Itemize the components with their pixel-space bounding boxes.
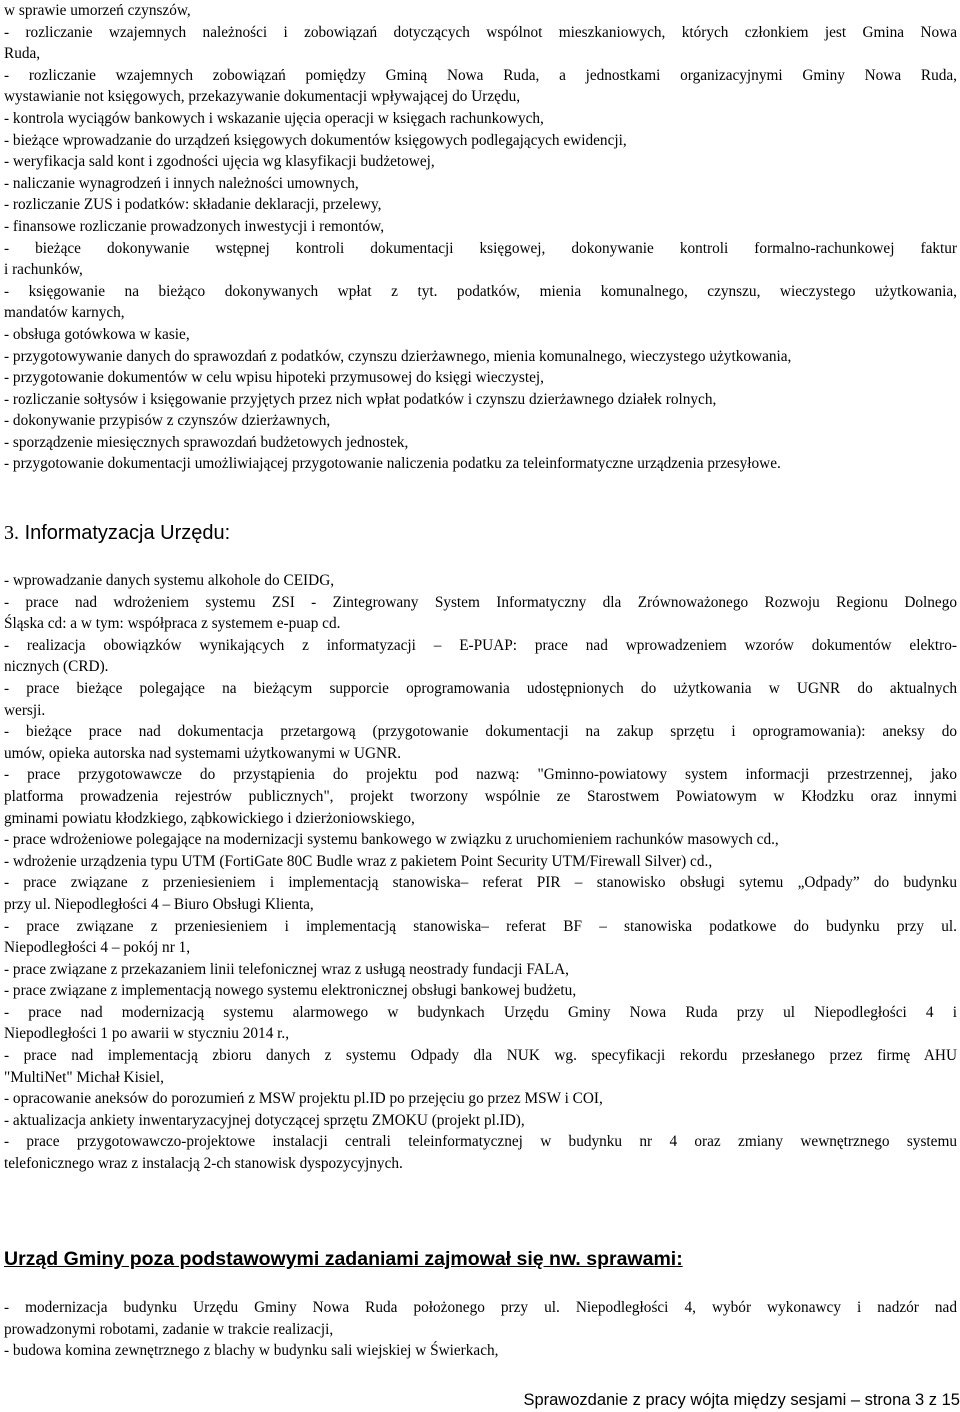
text-line: - przygotowanie dokumentacji umożliwiającej przygotowanie naliczenia podatku za teleinformatyczne urządzenia przesyłowe.: [4, 455, 781, 473]
text-line: - prace przygotowawczo-projektowe instalacji centrali teleinformatycznej w budynku nr 4 oraz zmiany wewnętrznego systemu: [4, 1133, 957, 1151]
text-line: - prace nad wdrożeniem systemu ZSI - Zintegrowany System Informatyczny dla Zrównoważonego Rozwoju Regionu Dolnego: [4, 593, 957, 611]
text-line: - bieżące prace nad dokumentacja przetargową (przygotowanie dokumentacji na zakup sprzętu i oprogramowania): aneksy do: [4, 723, 957, 741]
page-footer: Sprawozdanie z pracy wójta między sesjami – strona 3 z 15: [523, 1391, 960, 1409]
task-list-section-3: [4, 1297, 957, 1362]
text-line: umów, opieka autorska nad systemami użytkowanymi w UGNR.: [4, 744, 402, 762]
text-line: - prace związane z przeniesieniem i implementacją stanowiska– referat BF – stanowiska podatkowe do budynku przy ul.: [4, 917, 957, 935]
text-line: - bieżące dokonywanie wstępnej kontroli dokumentacji księgowej, dokonywanie kontroli formalno-rachunkowej faktur: [4, 239, 957, 257]
text-line: - wdrożenie urządzenia typu UTM (FortiGate 80C Budle wraz z pakietem Point Security UTM/Firewall Silver) cd.,: [4, 852, 713, 870]
text-line: - budowa komina zewnętrznego z blachy w budynku sali wiejskiej w Świerkach,: [4, 1342, 499, 1360]
text-line: platforma prowadzenia rejestrów publicznych", projekt tworzony wspólnie ze Starostwem Powiatowym w Kłodzku oraz innymi: [4, 787, 957, 805]
text-line: - prace związane z implementacją nowego systemu elektronicznej obsługi bankowej budżetu,: [4, 982, 577, 1000]
text-line: Ruda,: [4, 45, 41, 63]
text-line: - naliczanie wynagrodzeń i innych należności umownych,: [4, 174, 359, 192]
text-line: nicznych (CRD).: [4, 658, 109, 676]
text-line: - modernizacja budynku Urzędu Gminy Nowa Ruda położonego przy ul. Niepodległości 4, wybór wykonawcy i nadzór nad: [4, 1299, 957, 1316]
section-title: Informatyzacja Urzędu:: [24, 522, 231, 544]
text-line: - przygotowanie dokumentów w celu wpisu hipoteki przymusowej do księgi wieczystej,: [4, 369, 544, 387]
section-heading-informatyzacja: [4, 520, 230, 546]
text-line: - realizacja obowiązków wynikających z informatyzacji – E-PUAP: prace nad wprowadzeniem wzorów dokumentów elektro-: [4, 636, 957, 654]
text-line: - rozliczanie wzajemnych zobowiązań pomiędzy Gminą Nowa Ruda, a jednostkami organizacyjnymi Gminy Nowa Ruda,: [4, 66, 957, 84]
text-line: - rozliczanie ZUS i podatków: składanie deklaracji, przelewy,: [4, 196, 382, 214]
text-line: - finansowe rozliczanie prowadzonych inwestycji i remontów,: [4, 217, 385, 235]
text-line: - księgowanie na bieżąco dokonywanych wpłat z tyt. podatków, mienia komunalnego, czynszu, wieczystego użytkowania,: [4, 282, 957, 300]
text-line: - aktualizacja ankiety inwentaryzacyjnej dotyczącej sprzętu ZMOKU (projekt pl.ID),: [4, 1111, 525, 1129]
text-line: - prace związane z przekazaniem linii telefonicznej wraz z usługą neostrady fundacji FALA,: [4, 960, 570, 978]
text-line: w sprawie umorzeń czynszów,: [4, 2, 191, 19]
text-line: - prace nad modernizacją systemu alarmowego w budynkach Urzędu Gminy Nowa Ruda przy ul Niepodległości 4 i: [4, 1003, 957, 1021]
text-line: - obsługa gotówkowa w kasie,: [4, 325, 190, 343]
text-line: przy ul. Niepodległości 4 – Biuro Obsługi Klienta,: [4, 895, 314, 913]
section-number: 3.: [4, 522, 19, 544]
text-line: wystawianie not księgowych, przekazywanie dokumentacji wpływającej do Urzędu,: [4, 88, 521, 106]
text-line: - weryfikacja sald kont i zgodności ujęcia wg klasyfikacji budżetowej,: [4, 153, 435, 171]
text-line: Śląska cd: a w tym: współpraca z systemem e-puap cd.: [4, 615, 341, 633]
section-heading-other-tasks: Urząd Gminy poza podstawowymi zadaniami zajmował się nw. sprawami:: [4, 1248, 683, 1270]
text-line: mandatów karnych,: [4, 304, 125, 322]
text-line: - bieżące wprowadzanie do urządzeń księgowych dokumentów księgowych podlegających ewidencji,: [4, 131, 627, 149]
text-line: - prace bieżące polegające na bieżącym supporcie oprogramowania udostępnionych do użytkowania w UGNR do aktualnych: [4, 679, 957, 697]
task-list-section-2: [4, 570, 957, 1175]
text-line: "MultiNet" Michał Kisiel,: [4, 1068, 164, 1086]
text-line: - rozliczanie sołtysów i księgowanie przyjętych przez nich wpłat podatków i czynszu dzierżawnego działek rolnych,: [4, 390, 717, 408]
text-line: - prace wdrożeniowe polegające na modernizacji systemu bankowego w związku z uruchomieniem rachunków masowych cd.,: [4, 831, 779, 849]
text-line: gminami powiatu kłodzkiego, ząbkowickiego i dzierżoniowskiego,: [4, 809, 415, 827]
text-line: prowadzonymi robotami, zadanie w trakcie realizacji,: [4, 1320, 334, 1338]
text-line: - prace przygotowawcze do przystąpienia do projektu pod nazwą: "Gminno-powiatowy system informacji przestrzennej, jako: [4, 766, 957, 784]
text-line: wersji.: [4, 701, 46, 719]
text-line: Niepodległości 4 – pokój nr 1,: [4, 939, 191, 957]
text-line: - dokonywanie przypisów z czynszów dzierżawnych,: [4, 412, 331, 430]
text-line: - wprowadzanie danych systemu alkohole do CEIDG,: [4, 572, 335, 589]
text-line: telefonicznego wraz z instalacją 2-ch stanowisk dyspozycyjnych.: [4, 1155, 403, 1173]
text-line: - przygotowywanie danych do sprawozdań z podatków, czynszu dzierżawnego, mienia komunalnego, wieczystego użytkowania,: [4, 347, 792, 365]
text-line: - prace związane z przeniesieniem i implementacją stanowiska– referat PIR – stanowisko obsługi sytemu „Odpady” do budynku: [4, 874, 957, 892]
text-line: - sporządzenie miesięcznych sprawozdań budżetowych jednostek,: [4, 433, 409, 451]
text-line: - rozliczanie wzajemnych należności i zobowiązań dotyczących wspólnot mieszkaniowych, których członkiem jest Gmina Nowa: [4, 23, 957, 41]
text-line: i rachunków,: [4, 261, 83, 279]
text-line: - prace nad implementacją zbioru danych z systemu Odpady dla NUK wg. specyfikacji rekordu przesłanego przez firmę AHU: [4, 1047, 957, 1065]
text-line: - opracowanie aneksów do porozumień z MSW projektu pl.ID po przejęciu go przez MSW i COI,: [4, 1090, 603, 1108]
text-line: Niepodległości 1 po awarii w styczniu 2014 r.,: [4, 1025, 290, 1043]
text-line: - kontrola wyciągów bankowych i wskazanie ujęcia operacji w księgach rachunkowych,: [4, 109, 544, 127]
task-list-section-1: [4, 0, 957, 475]
